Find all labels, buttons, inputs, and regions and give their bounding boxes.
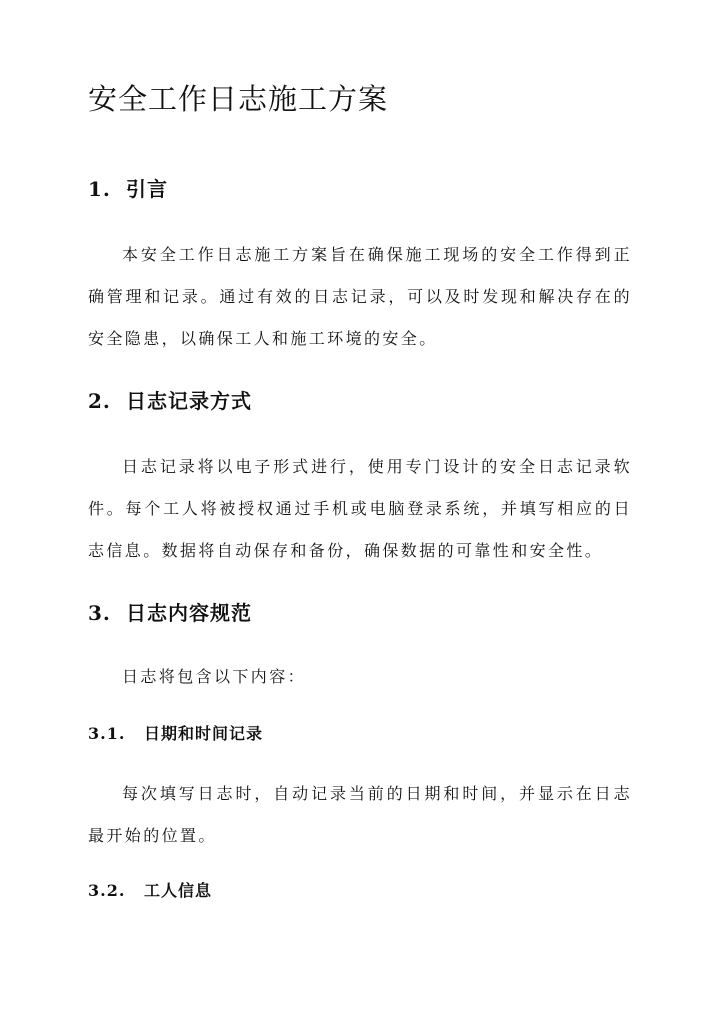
date-time-paragraph: 每次填写日志时，自动记录当前的日期和时间，并显示在日志最开始的位置。 (88, 784, 632, 845)
section-heading-log-method (88, 389, 252, 413)
log-content-paragraph: 日志将包含以下内容： (122, 667, 307, 686)
section-heading-introduction (88, 177, 168, 201)
subsection-heading-date-time (88, 724, 263, 743)
subsection-title: 工人信息 (144, 881, 213, 900)
section-number: 2. (88, 389, 111, 413)
subsection-heading-worker-info (88, 881, 212, 900)
section-number: 1. (88, 177, 111, 201)
section-title: 日志内容规范 (126, 601, 252, 625)
section-title: 日志记录方式 (126, 389, 252, 413)
subsection-number: 3.2. (88, 881, 126, 900)
log-method-paragraph: 日志记录将以电子形式进行，使用专门设计的安全日志记录软件。每个工人将被授权通过手机或电脑登录系统，并填写相应的日志信息。数据将自动保存和备份，确保数据的可靠性和安全性。 (88, 457, 632, 560)
subsection-number: 3.1. (88, 724, 126, 743)
section-heading-log-content (88, 601, 252, 625)
section-number: 3. (88, 601, 111, 625)
subsection-title: 日期和时间记录 (144, 724, 264, 743)
document-title: 安全工作日志施工方案 (88, 82, 389, 116)
introduction-paragraph: 本安全工作日志施工方案旨在确保施工现场的安全工作得到正确管理和记录。通过有效的日志记录，可以及时发现和解决存在的安全隐患，以确保工人和施工环境的安全。 (88, 245, 632, 348)
section-title: 引言 (126, 177, 168, 201)
